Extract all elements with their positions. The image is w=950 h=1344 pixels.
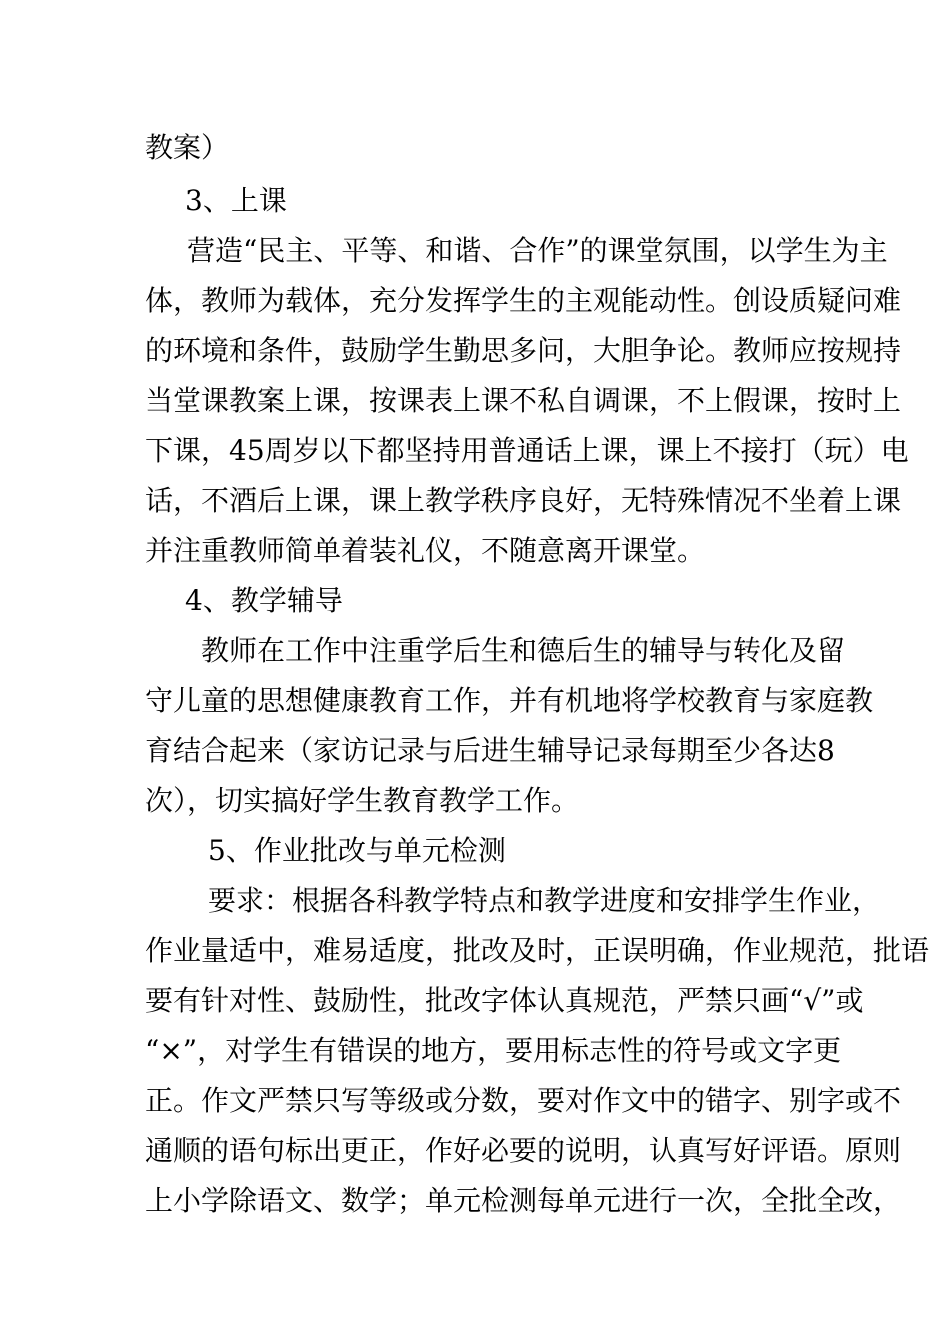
text-line-8: 话，不酒后上课，课上教学秩序良好，无特殊情况不坐着上课 — [145, 484, 902, 517]
text-line-9: 并注重教师简单着装礼仪，不随意离开课堂。 — [145, 534, 706, 567]
text-line-18: 要有针对性、鼓励性，批改字体认真规范，严禁只画“√”或 — [145, 984, 864, 1017]
text-line-7: 下课，45周岁以下都坚持用普通话上课，课上不接打（玩）电 — [145, 434, 909, 467]
heading-class: 3、上课 — [185, 184, 287, 217]
text-line-14: 次），切实搞好学生教育教学工作。 — [145, 784, 580, 817]
text-line-20: 正。作文严禁只写等级或分数，要对作文中的错字、别字或不 — [145, 1084, 902, 1117]
text-line-16: 要求：根据各科教学特点和教学进度和安排学生作业， — [208, 884, 881, 917]
text-line-3: 营造“民主、平等、和谐、合作”的课堂氛围，以学生为主 — [187, 234, 888, 267]
text-line-5: 的环境和条件，鼓励学生勤思多问，大胆争论。教师应按规持 — [145, 334, 902, 367]
text-line-11: 教师在工作中注重学后生和德后生的辅导与转化及留 — [201, 634, 846, 667]
text-line-4: 体，教师为载体，充分发挥学生的主观能动性。创设质疑问难 — [145, 284, 902, 317]
text-line-22: 上小学除语文、数学；单元检测每单元进行一次，全批全改， — [145, 1184, 902, 1217]
text-line-21: 通顺的语句标出更正，作好必要的说明，认真写好评语。原则 — [145, 1134, 902, 1167]
text-line-1: 教案） — [145, 131, 230, 164]
text-line-17: 作业量适中，难易适度，批改及时，正误明确，作业规范，批语 — [145, 934, 930, 967]
text-line-12: 守儿童的思想健康教育工作，并有机地将学校教育与家庭教 — [145, 684, 874, 717]
text-line-6: 当堂课教案上课，按课表上课不私自调课，不上假课，按时上 — [145, 384, 902, 417]
heading-tutoring: 4、教学辅导 — [185, 584, 343, 617]
text-line-19: “×”，对学生有错误的地方，要用标志性的符号或文字更 — [145, 1034, 842, 1067]
text-line-13: 育结合起来（家访记录与后进生辅导记录每期至少各达8 — [145, 734, 835, 767]
heading-homework: 5、作业批改与单元检测 — [208, 834, 506, 867]
